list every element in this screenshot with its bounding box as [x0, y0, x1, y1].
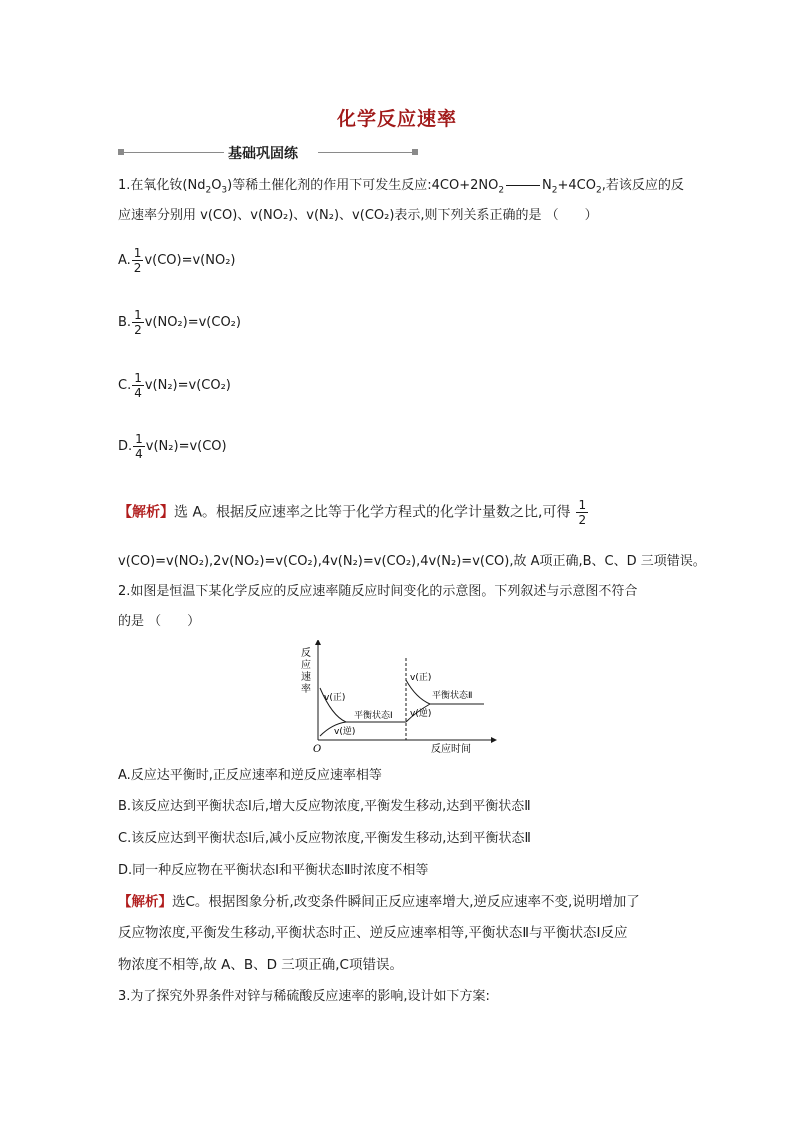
section-line-right: [318, 152, 412, 153]
label-state-1: 平衡状态Ⅰ: [354, 711, 393, 721]
v-forward-curve-2: [406, 680, 430, 704]
label-v-reverse-2: v(逆): [410, 709, 432, 719]
label-state-2: 平衡状态Ⅱ: [432, 691, 473, 701]
q1-option-b[interactable]: B. $\frac{1}{2}$ v(NO₂)=v(CO₂): [118, 308, 241, 337]
fraction: $\frac{1}{4}$: [134, 371, 142, 400]
q1-option-a[interactable]: A. $\frac{1}{2}$ v(CO)=v(NO₂): [118, 246, 236, 275]
y-label-3: 速: [301, 672, 311, 683]
fraction: $\frac{1}{4}$: [135, 432, 143, 461]
section-dot-right: [412, 149, 418, 155]
label-v-forward-2: v(正): [410, 673, 432, 683]
q1-analysis-line1: 【解析】选 A。根据反应速率之比等于化学方程式的化学计量数之比,可得 $\frac{1}{2}$: [118, 498, 587, 527]
q1-stem-line1: 1.在氧化钕$(Nd_2O_3)$等稀土催化剂的作用下可发生反应$:4CO+2NO_2$ $N_2+4CO_2$,若该反应的反: [118, 178, 684, 196]
fraction: $\frac{1}{2}$: [134, 308, 142, 337]
section-header: [118, 143, 418, 163]
q2-stem-line2: 的是 （ ）: [118, 614, 201, 629]
q2-stem-line1: 2.如图是恒温下某化学反应的反应速率随反应时间变化的示意图。下列叙述与示意图不符合: [118, 584, 638, 599]
rate-time-graph: [298, 640, 498, 756]
q1-option-d[interactable]: D. $\frac{1}{4}$ v(N₂)=v(CO): [118, 432, 227, 461]
fraction: $\frac{1}{2}$: [578, 498, 587, 527]
q2-analysis-line1: 【解析】选C。根据图象分析,改变条件瞬间正反应速率增大,逆反应速率不变,说明增加了: [118, 894, 640, 910]
y-label-4: 率: [301, 684, 311, 695]
q1-stem-line2: 应速率分别用 v(CO)、v(NO₂)、v(N₂)、v(CO₂)表示,则下列关系正确的是 （ ）: [118, 208, 598, 223]
reaction-arrow: [506, 185, 540, 186]
label-v-reverse-1: v(逆): [334, 727, 356, 737]
q1-option-c[interactable]: C. $\frac{1}{4}$ v(N₂)=v(CO₂): [118, 371, 231, 400]
q1-analysis-line2: v(CO)=v(NO₂),2v(NO₂)=v(CO₂),4v(N₂)=v(CO₂),4v(N₂)=v(CO),故 A项正确,B、C、D 三项错误。: [118, 554, 706, 569]
y-label-1: 反: [301, 648, 311, 659]
q3-stem-line1: 3.为了探究外界条件对锌与稀硫酸反应速率的影响,设计如下方案:: [118, 989, 490, 1004]
section-title: 基础巩固练: [228, 146, 298, 162]
q2-option-c[interactable]: C.该反应达到平衡状态Ⅰ后,减小反应物浓度,平衡发生移动,达到平衡状态Ⅱ: [118, 831, 531, 846]
analysis-tag: 【解析】: [118, 894, 172, 910]
q2-option-b[interactable]: B.该反应达到平衡状态Ⅰ后,增大反应物浓度,平衡发生移动,达到平衡状态Ⅱ: [118, 799, 531, 814]
origin-label: O: [313, 744, 322, 755]
q2-option-a[interactable]: A.反应达平衡时,正反应速率和逆反应速率相等: [118, 768, 382, 783]
q2-analysis-line3: 物浓度不相等,故 A、B、D 三项正确,C项错误。: [118, 957, 403, 973]
fraction: $\frac{1}{2}$: [133, 246, 142, 275]
section-line-left: [124, 152, 224, 153]
x-label: 反应时间: [431, 744, 471, 755]
label-v-forward-1: v(正): [324, 693, 346, 703]
q2-option-d[interactable]: D.同一种反应物在平衡状态Ⅰ和平衡状态Ⅱ时浓度不相等: [118, 863, 429, 878]
y-label-2: 应: [301, 660, 311, 671]
analysis-tag: 【解析】: [118, 504, 174, 521]
q2-analysis-line2: 反应物浓度,平衡发生移动,平衡状态时正、逆反应速率相等,平衡状态Ⅱ与平衡状态Ⅰ反应: [118, 925, 628, 941]
page-title: 化学反应速率: [336, 108, 457, 130]
